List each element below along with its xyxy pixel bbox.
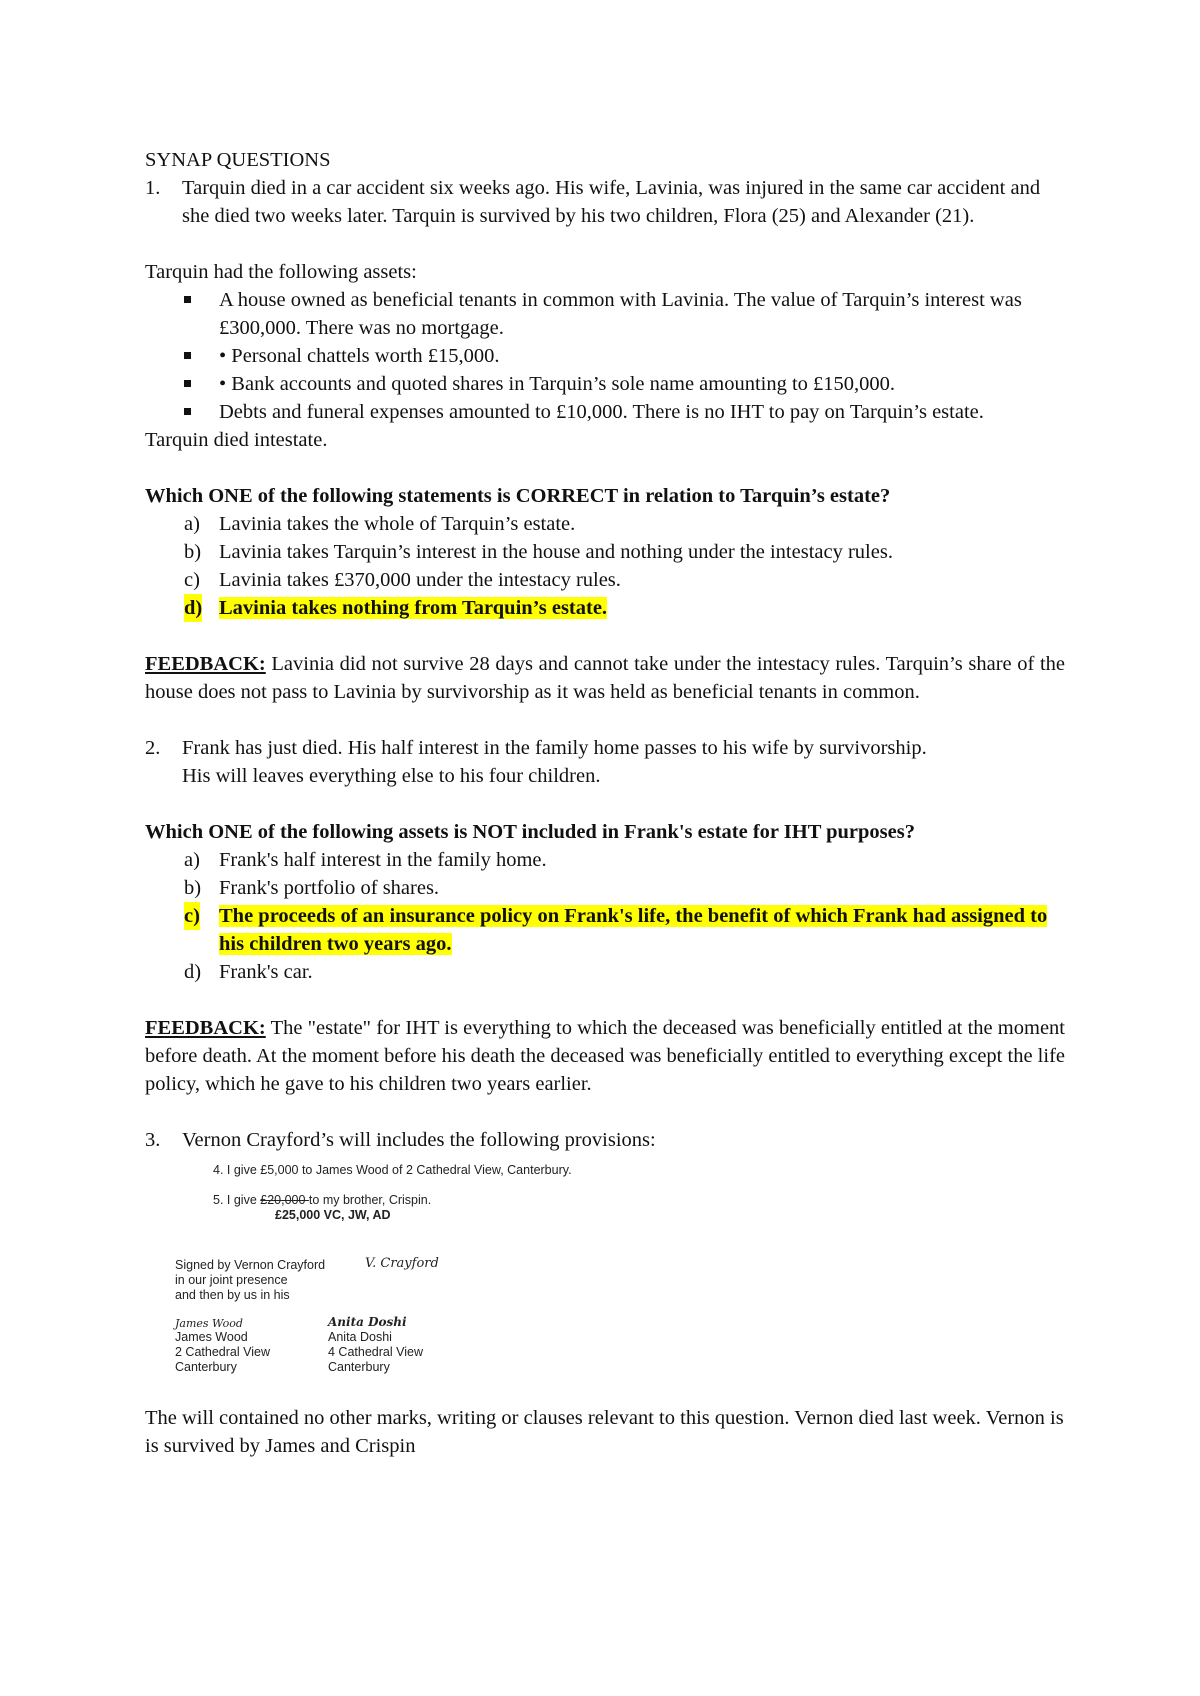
- bullet-square-icon: [184, 408, 191, 415]
- option-a: a) Lavinia takes the whole of Tarquin’s estate.: [184, 513, 576, 535]
- bullet-square-icon: [184, 380, 191, 387]
- option-a: a) Frank's half interest in the family home.: [184, 849, 547, 871]
- assets-list: [145, 286, 1065, 426]
- question-3-outro: The will contained no other marks, writing or clauses relevant to this question. Vernon died last week. Vernon is is survived by James and Crispin: [145, 1407, 1064, 1457]
- struck-amount: £20,000: [260, 1193, 309, 1207]
- question-3-intro-text: Vernon Crayford’s will includes the following provisions:: [182, 1129, 656, 1151]
- attestation-line: in our joint presence: [175, 1273, 288, 1287]
- question-3: [145, 1126, 1065, 1460]
- feedback-text: The "estate" for IHT is everything to which the deceased was beneficially entitled at the moment before death. At the moment before his death the deceased was beneficially entitled to everything except the life policy, which he gave to his children two years earlier.: [145, 1017, 1065, 1095]
- question-1-intro-text: Tarquin died in a car accident six weeks ago. His wife, Lavinia, was injured in the same car accident and she died two weeks later. Tarquin is survived by his two children, Flora (25) and Alexander (21).: [182, 177, 1041, 227]
- attestation-line: Signed by Vernon Crayford: [175, 1258, 326, 1272]
- option-c-correct: c) The proceeds of an insurance policy on Frank's life, the benefit of which Frank had assigned to his children two years ago.: [145, 902, 1065, 958]
- question-2-feedback: [145, 1014, 1065, 1098]
- attestation-line: and then by us in his: [175, 1288, 290, 1302]
- bullet-square-icon: [184, 296, 191, 303]
- question-1-intro: [145, 174, 1065, 230]
- document-page: [145, 146, 1065, 1460]
- question-number: 2.: [145, 737, 161, 759]
- witness-2-name: Anita Doshi: [328, 1330, 392, 1344]
- will-clause-4: 4. I give £5,000 to James Wood of 2 Cathedral View, Canterbury.: [213, 1163, 572, 1177]
- option-b: b) Frank's portfolio of shares.: [184, 877, 440, 899]
- option-c: c) Lavinia takes £370,000 under the intestacy rules.: [184, 569, 621, 591]
- question-1-prompt: Which ONE of the following statements is CORRECT in relation to Tarquin’s estate?: [145, 485, 891, 507]
- question-2-options: [145, 846, 1065, 986]
- will-clause-5: 5. I give £20,000 to my brother, Crispin.: [213, 1193, 432, 1207]
- witness-2-address: 4 Cathedral View: [328, 1345, 423, 1359]
- list-item: Debts and funeral expenses amounted to £10,000. There is no IHT to pay on Tarquin’s estate.: [145, 398, 1065, 426]
- witness-1-town: Canterbury: [175, 1360, 237, 1374]
- witness-2-signature: Anita Doshi: [328, 1315, 407, 1329]
- will-amendment: £25,000 VC, JW, AD: [275, 1208, 391, 1222]
- option-d: d) Frank's car.: [184, 961, 313, 983]
- question-2: [145, 734, 1065, 1098]
- option-b: b) Lavinia takes Tarquin’s interest in the house and nothing under the intestacy rules.: [184, 541, 893, 563]
- witness-1-signature: James Wood: [175, 1317, 243, 1330]
- document-title: SYNAP QUESTIONS: [145, 149, 331, 171]
- question-number: 1.: [145, 177, 161, 199]
- option-d-correct: d) Lavinia takes nothing from Tarquin’s estate.: [145, 594, 1065, 622]
- assets-intro: Tarquin had the following assets:: [145, 261, 417, 283]
- question-2-intro-text: Frank has just died. His half interest in the family home passes to his wife by survivorship. His will leaves everything else to his four children.: [182, 737, 927, 787]
- question-number: 3.: [145, 1129, 161, 1151]
- question-3-intro: [145, 1126, 1065, 1154]
- witness-2-town: Canterbury: [328, 1360, 390, 1374]
- testator-signature: V. Crayford: [365, 1256, 439, 1271]
- will-extract-image: [145, 1154, 1065, 1404]
- question-2-intro: [145, 734, 1065, 790]
- question-1: [145, 174, 1065, 706]
- question-1-feedback: [145, 650, 1065, 706]
- list-item: A house owned as beneficial tenants in common with Lavinia. The value of Tarquin’s interest was £300,000. There was no mortgage.: [145, 286, 1065, 342]
- question-1-outro: Tarquin died intestate.: [145, 429, 328, 451]
- question-1-options: [145, 510, 1065, 622]
- feedback-text: Lavinia did not survive 28 days and cannot take under the intestacy rules. Tarquin’s share of the house does not pass to Lavinia by survivorship as it was held as beneficial tenants in common.: [145, 653, 1065, 703]
- list-item: • Bank accounts and quoted shares in Tarquin’s sole name amounting to £150,000.: [145, 370, 1065, 398]
- question-2-prompt: Which ONE of the following assets is NOT included in Frank's estate for IHT purposes?: [145, 821, 915, 843]
- witness-1-address: 2 Cathedral View: [175, 1345, 270, 1359]
- witness-1-name: James Wood: [175, 1330, 248, 1344]
- list-item: • Personal chattels worth £15,000.: [145, 342, 1065, 370]
- feedback-label: FEEDBACK:: [145, 653, 266, 675]
- feedback-label: FEEDBACK:: [145, 1017, 266, 1039]
- bullet-square-icon: [184, 352, 191, 359]
